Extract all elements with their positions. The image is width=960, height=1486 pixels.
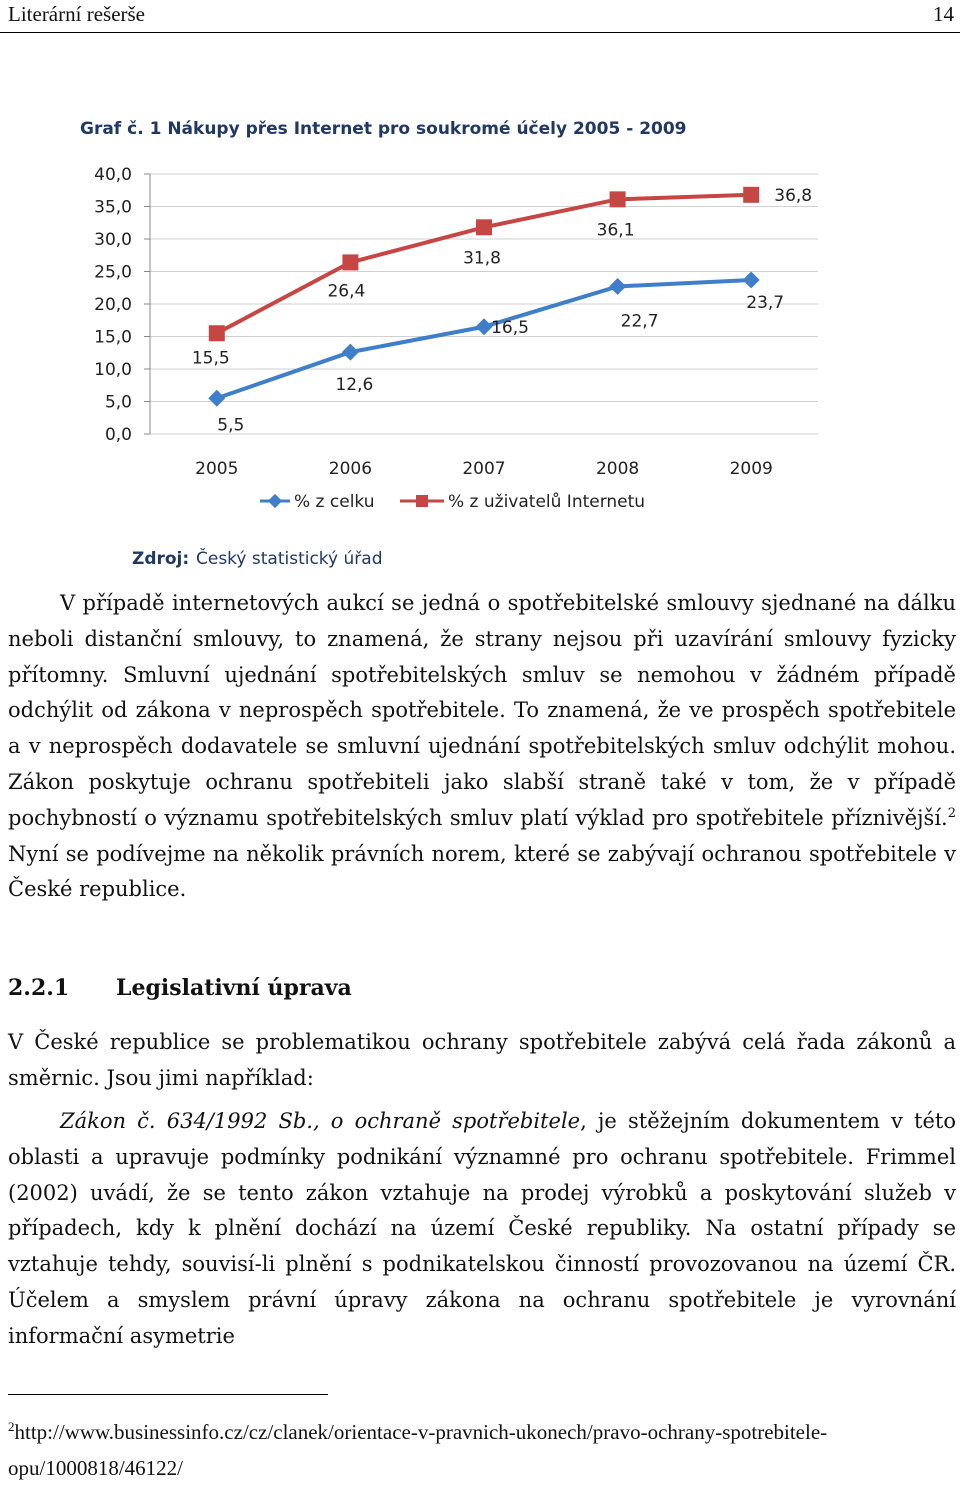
data-label: 23,7 [746,292,785,313]
footnote-url: http://www.businessinfo.cz/cz/clanek/orientace-v-pravnich-ukonech/pravo-ochrany-spotrebitele-opu/1000818/46122/ [8,1420,828,1480]
paragraph-zakon-text: , je stěžejním dokumentem v této oblasti a upravuje podmínky podnikání významné pro ochranu spotřebitele. Frimmel (2002) uvádí, že se tento zákon vztahuje na prodej výrobků a poskytování služeb v případech, kdy k plnění dochází na území České republiky. Na ostatní případy se vztahuje tehdy, souvisí-li plnění s podnikatelskou činností provozovanou na území ČR. Účelem a smyslem právní úpravy zákona na ochranu spotřebitele je vyrovnání informační asymetrie [8,1109,957,1348]
data-label: 26,4 [327,281,366,302]
page-number: 14 [933,2,954,26]
chart-series [192,186,812,435]
legend-marker-uzivatelu [416,495,428,507]
footnote-number: 2 [8,1419,15,1434]
chart-legend [260,492,645,512]
legend-marker-celku [268,494,282,508]
page-header [0,0,960,33]
paragraph-legislativa: V České republice se problematikou ochrany spotřebitele zabývá celá řada zákonů a směrnic. Jsou jimi například: [8,1030,956,1090]
running-title: Literární rešerše [8,2,146,26]
chart-source-label: Zdroj: [132,549,190,569]
data-label: 5,5 [217,415,245,436]
footnote [8,1414,956,1486]
chart-title: Graf č. 1 Nákupy přes Internet pro soukromé účely 2005 - 2009 [80,119,687,139]
data-point [209,325,225,341]
data-point [342,254,358,270]
chart-svg [78,112,818,572]
footnote-separator [8,1394,328,1395]
x-tick-label: 2009 [729,459,773,479]
legend-label-uzivatelu: % z uživatelů Internetu [448,492,646,512]
data-point [476,318,493,335]
chart-source-text: Český statistický úřad [196,549,383,569]
data-point [610,191,626,207]
y-tick-label: 15,0 [94,327,132,348]
section-heading [8,975,352,1001]
section-title: Legislativní úprava [116,975,352,1001]
data-label: 31,8 [463,248,501,269]
x-axis-ticks [195,459,773,479]
y-tick-label: 5,0 [104,392,132,413]
y-tick-label: 30,0 [94,230,132,250]
law-title: Zákon č. 634/1992 Sb., o ochraně spotřebitele [60,1109,581,1133]
paragraph-zakon [8,1104,956,1355]
y-tick-label: 25,0 [94,262,132,283]
y-tick-label: 20,0 [94,295,132,315]
section-number: 2.2.1 [8,975,70,1001]
y-tick-label: 10,0 [94,360,132,380]
data-label: 16,5 [491,317,529,338]
legend-label-celku: % z celku [294,492,375,512]
data-label: 22,7 [620,311,659,332]
paragraph-aukce-text: V případě internetových aukcí se jedná o spotřebitelské smlouvy sjednané na dálku neboli distanční smlouvy, to znamená, že strany nejsou při uzavírání smlouvy fyzicky přítomny. Smluvní ujednání spotřebitelských smluv se nemohou v žádném případě odchýlit od zákona v neprospěch spotřebitele. To znamená, že ve prospěch spotřebitele a v neprospěch dodavatele se smluvní ujednání spotřebitelských smluv odchýlit mohou. Zákon poskytuje ochranu spotřebiteli jako slabší straně také v tom, že v případě pochybností o významu spotřebitelských smluv platí výklad pro spotřebitele příznivější. [8,591,956,830]
data-label: 36,8 [774,185,813,206]
data-point [609,278,626,295]
data-label: 15,5 [191,348,230,369]
data-point [743,271,760,288]
x-tick-label: 2006 [328,459,373,479]
paragraph-aukce [8,586,956,908]
paragraph-aukce-text-end: Nyní se podívejme na několik právních norem, které se zabývají ochranou spotřebitele v České republice. [8,841,956,902]
x-tick-label: 2008 [595,459,640,479]
series-line [217,280,751,398]
data-point [476,219,492,235]
y-axis-ticks [94,165,132,445]
chart-grid [144,174,818,434]
y-tick-label: 0,0 [104,425,132,445]
x-tick-label: 2005 [195,459,239,479]
x-tick-label: 2007 [462,459,506,479]
data-label: 36,1 [596,220,635,241]
footnote-ref: 2 [947,805,956,821]
line-chart [78,112,818,572]
data-label: 12,6 [335,375,374,396]
data-point [743,187,759,203]
data-point [208,390,225,407]
y-tick-label: 35,0 [94,197,132,218]
y-tick-label: 40,0 [94,165,132,185]
data-point [342,344,359,361]
